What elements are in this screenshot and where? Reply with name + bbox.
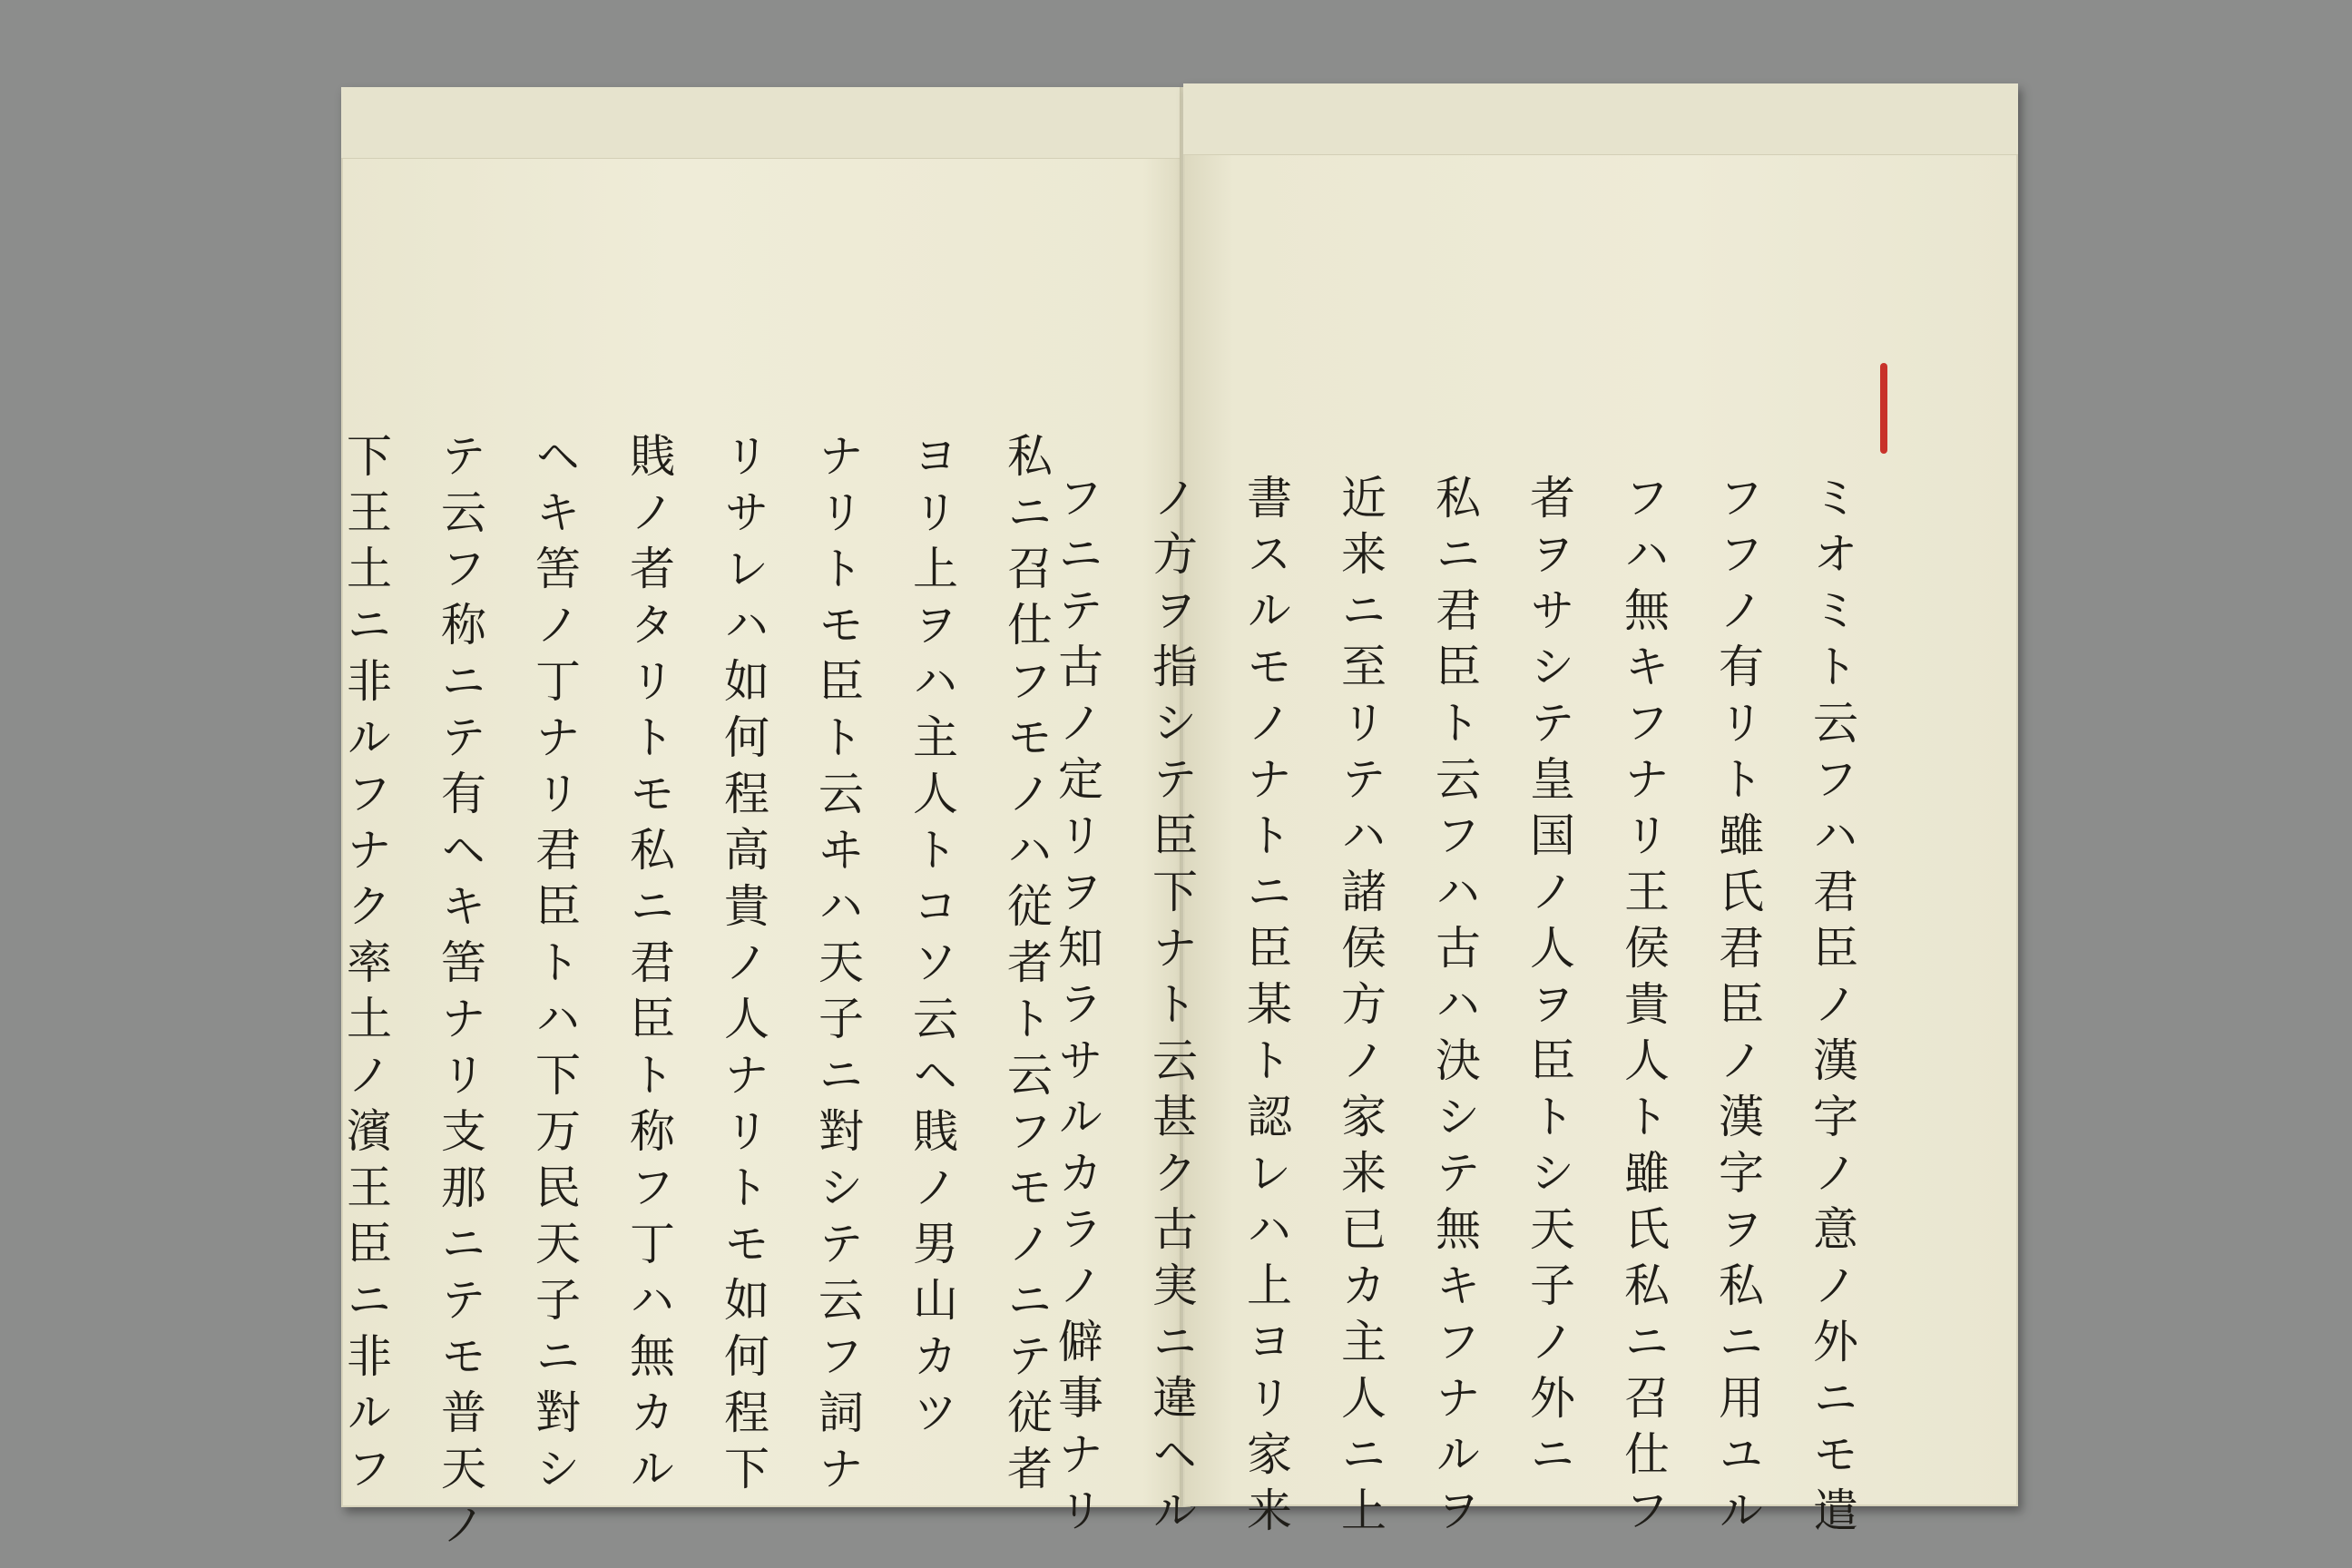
text-column: フフノ有リト雖氏君臣ノ漢字ヲ私ニ用ユル [1711, 474, 1764, 1543]
text-column: 私ニ君臣ト云フハ古ハ決シテ無キフナルヲ [1428, 474, 1481, 1543]
text-column: リサレハ如何程高貴ノ人ナリトモ如何程下 [717, 432, 769, 1501]
text-column: ミオミト云フハ君臣ノ漢字ノ意ノ外ニモ遣 [1806, 474, 1858, 1543]
text-column: フニテ古ノ定リヲ知ラサルカラノ僻事ナリ [1051, 474, 1103, 1543]
text-column: 近来ニ至リテハ諸侯方ノ家来已カ主人ニ上 [1334, 474, 1387, 1543]
text-column: ノ方ヲ指シテ臣下ナト云甚ク古実ニ違ヘル [1145, 474, 1198, 1543]
right-page-text [1051, 474, 1858, 1543]
text-column: 私ニ召仕フモノハ従者ト云フモノニテ従者 [1000, 432, 1053, 1501]
text-column: 書スルモノナトニ臣某ト認レハ上ヨリ家来 [1240, 474, 1292, 1543]
left-page-top-strip [341, 87, 1185, 159]
text-column: ヨリ上ヲハ主人トコソ云ヘ賎ノ男山カツ [906, 432, 958, 1445]
text-column: テ云フ称ニテ有ヘキ筈ナリ支那ニテモ普天ノ [434, 432, 486, 1557]
right-page-top-strip [1183, 83, 2018, 155]
text-column: 賎ノ者タリトモ私ニ君臣ト称フ丁ハ無カル [622, 432, 675, 1501]
text-column: ヘキ筈ノ丁ナリ君臣トハ下万民天子ニ對シ [528, 432, 581, 1501]
text-column: フハ無キフナリ王侯貴人ト雖氏私ニ召仕フ [1617, 474, 1670, 1543]
red-annotation-mark [1880, 363, 1887, 454]
right-page [1051, 83, 2018, 1543]
text-column: 者ヲサシテ皇国ノ人ヲ臣トシ天子ノ外ニ [1523, 474, 1575, 1486]
text-column: ナリトモ臣ト云ヰハ天子ニ對シテ云フ詞ナ [811, 432, 864, 1501]
text-column: 下王土ニ非ルフナク率土ノ濱王臣ニ非ルフ [339, 432, 392, 1501]
left-page-text [339, 432, 1053, 1557]
